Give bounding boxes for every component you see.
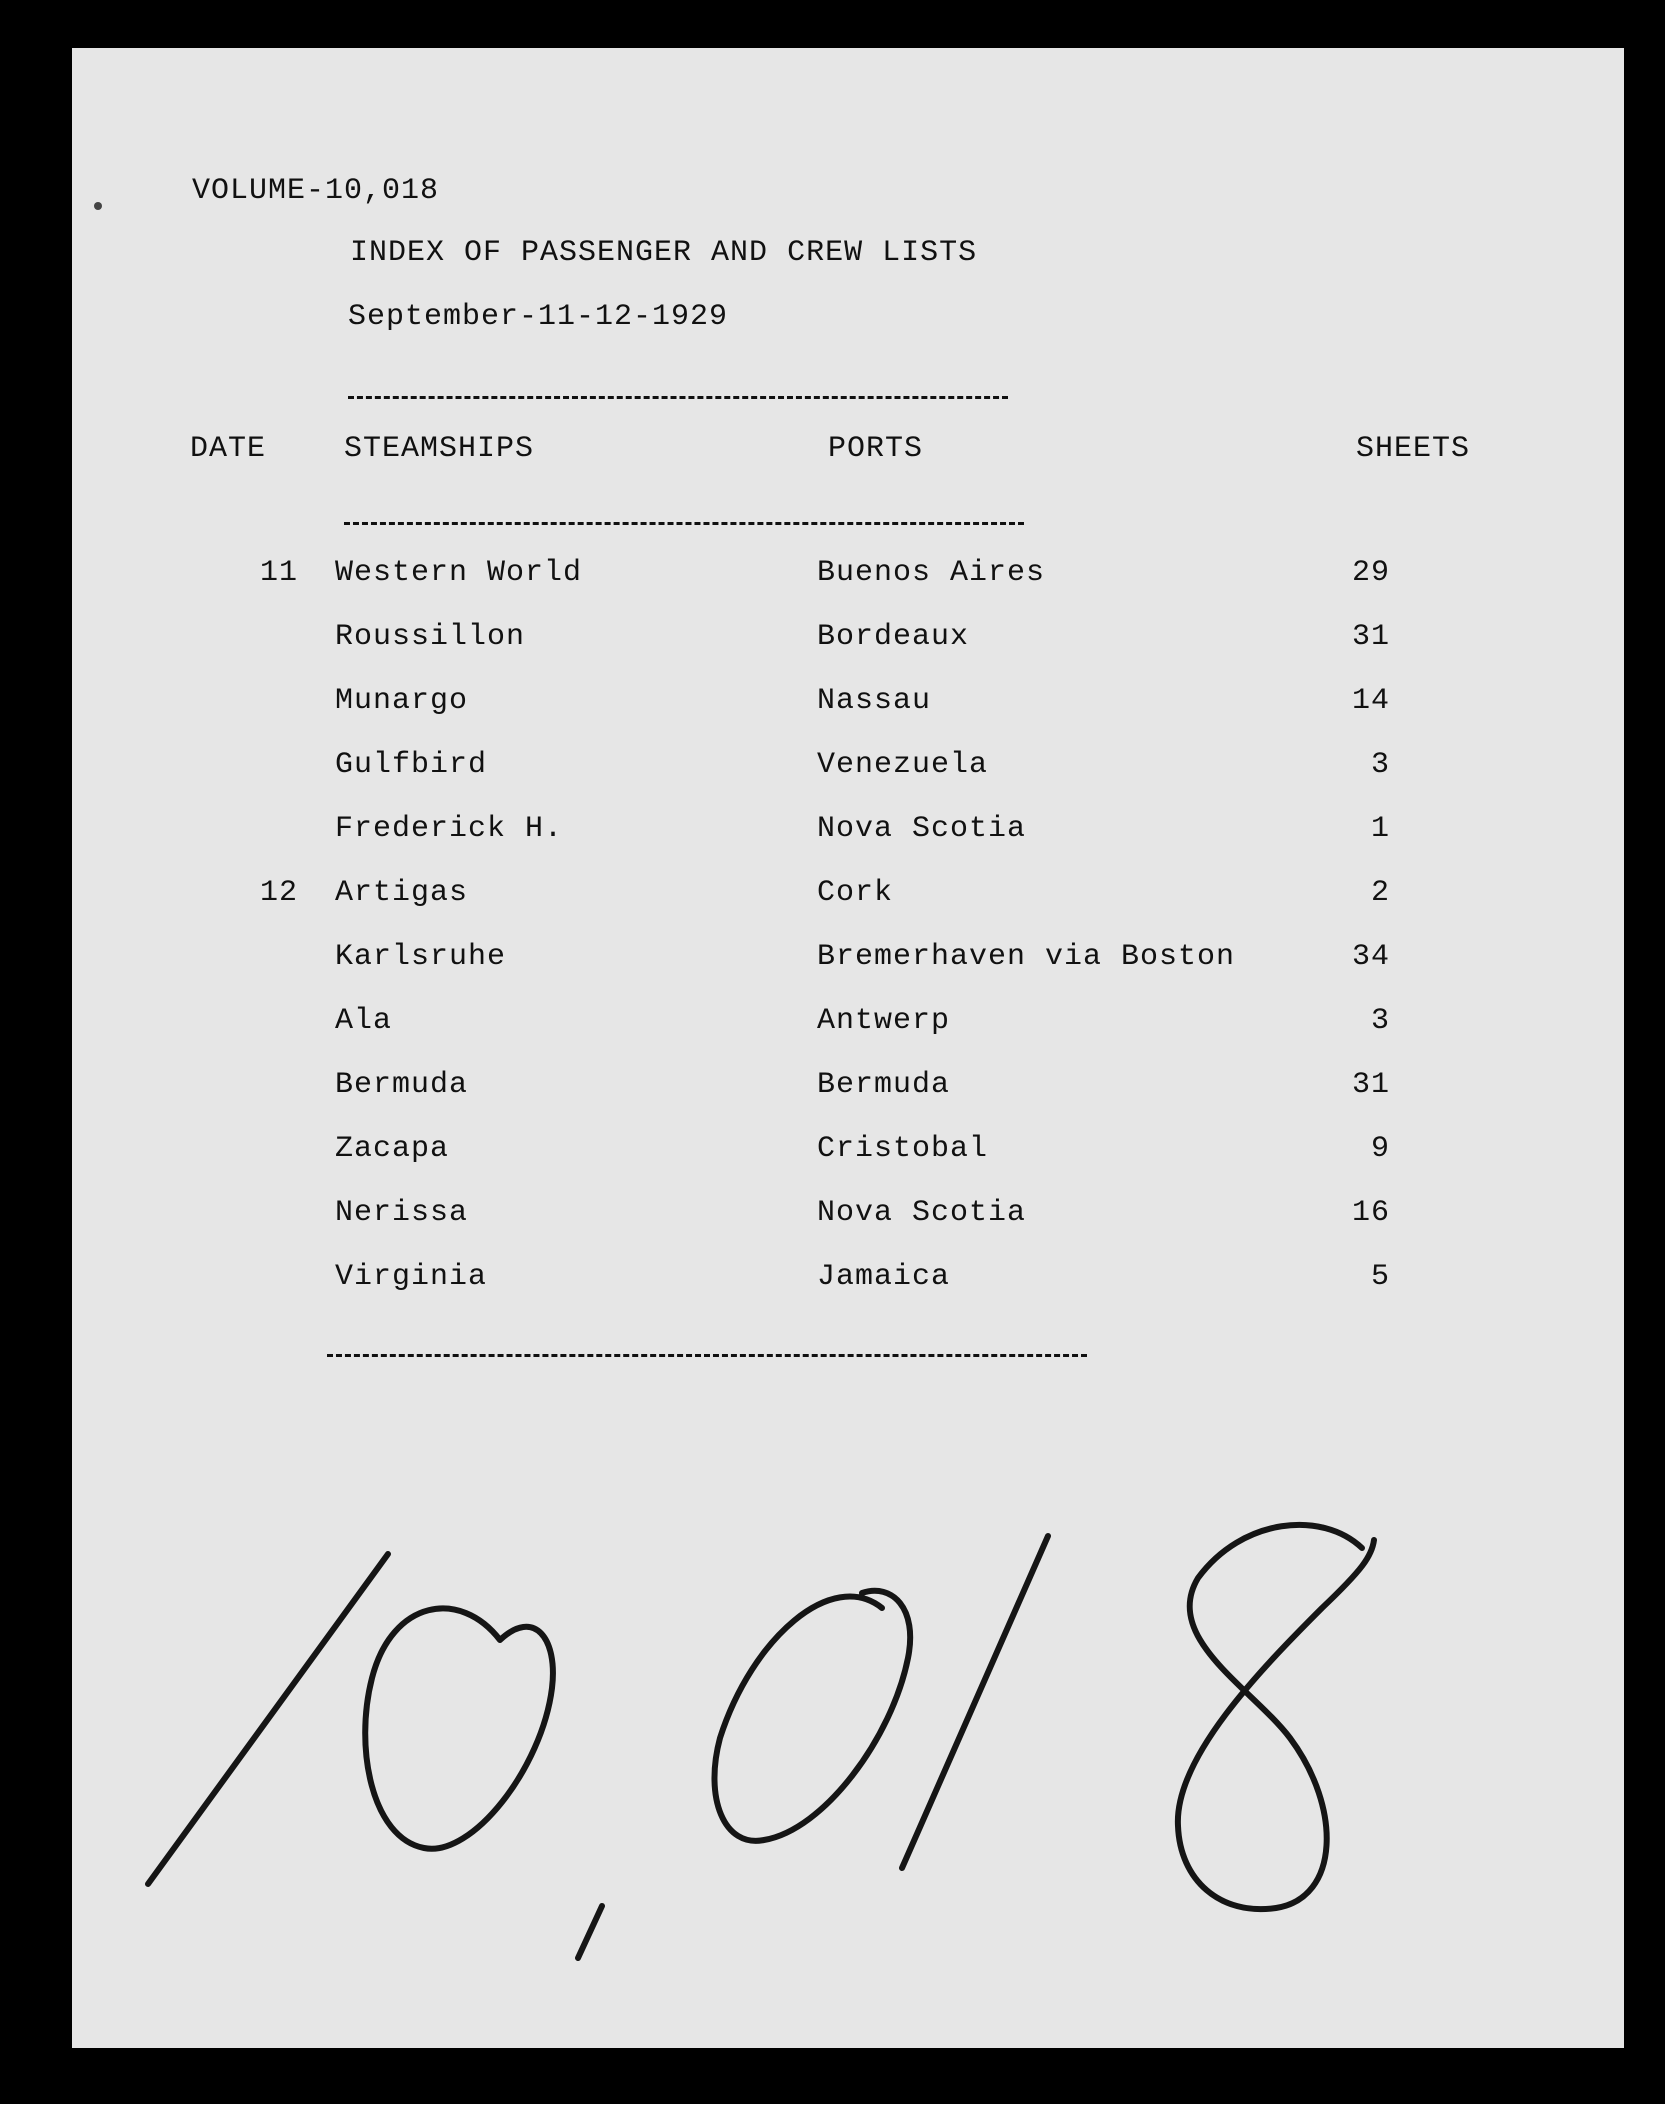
row-port: Buenos Aires (817, 556, 1046, 590)
row-sheets: 29 (1351, 556, 1390, 590)
header-steamships: STEAMSHIPS (344, 432, 535, 466)
row-port: Nova Scotia (817, 812, 1027, 846)
row-port: Cristobal (817, 1132, 989, 1166)
row-sheets: 14 (1351, 684, 1390, 718)
volume-label: VOLUME-10,018 (192, 174, 440, 208)
row-steamship: Karlsruhe (335, 940, 507, 974)
row-sheets: 3 (1370, 1004, 1390, 1038)
header-date: DATE (190, 432, 267, 466)
row-steamship: Munargo (335, 684, 469, 718)
date-range: September-11-12-1929 (348, 300, 729, 334)
row-sheets: 34 (1351, 940, 1390, 974)
row-steamship: Western World (335, 556, 583, 590)
row-sheets: 9 (1370, 1132, 1390, 1166)
row-steamship: Bermuda (335, 1068, 469, 1102)
row-sheets: 5 (1370, 1260, 1390, 1294)
row-port: Bordeaux (817, 620, 970, 654)
document-page (72, 48, 1624, 2048)
row-steamship: Gulfbird (335, 748, 488, 782)
row-port: Nassau (817, 684, 932, 718)
row-date: 11 (259, 556, 298, 590)
row-steamship: Ala (335, 1004, 393, 1038)
row-port: Nova Scotia (817, 1196, 1027, 1230)
row-sheets: 31 (1351, 1068, 1390, 1102)
document-title: INDEX OF PASSENGER AND CREW LISTS (350, 236, 978, 270)
row-port: Venezuela (817, 748, 989, 782)
row-port: Bremerhaven via Boston (817, 940, 1236, 974)
header-sheets: SHEETS (1356, 432, 1471, 466)
row-sheets: 3 (1370, 748, 1390, 782)
handwritten-volume-number (72, 48, 1624, 2048)
row-steamship: Nerissa (335, 1196, 469, 1230)
row-sheets: 2 (1370, 876, 1390, 910)
header-ports: PORTS (828, 432, 924, 466)
row-steamship: Zacapa (335, 1132, 450, 1166)
row-steamship: Virginia (335, 1260, 488, 1294)
row-date: 12 (259, 876, 298, 910)
row-port: Jamaica (817, 1260, 951, 1294)
row-sheets: 1 (1370, 812, 1390, 846)
row-steamship: Frederick H. (335, 812, 564, 846)
row-port: Cork (817, 876, 894, 910)
row-sheets: 16 (1351, 1196, 1390, 1230)
row-sheets: 31 (1351, 620, 1390, 654)
row-port: Antwerp (817, 1004, 951, 1038)
row-steamship: Roussillon (335, 620, 526, 654)
row-port: Bermuda (817, 1068, 951, 1102)
row-steamship: Artigas (335, 876, 469, 910)
